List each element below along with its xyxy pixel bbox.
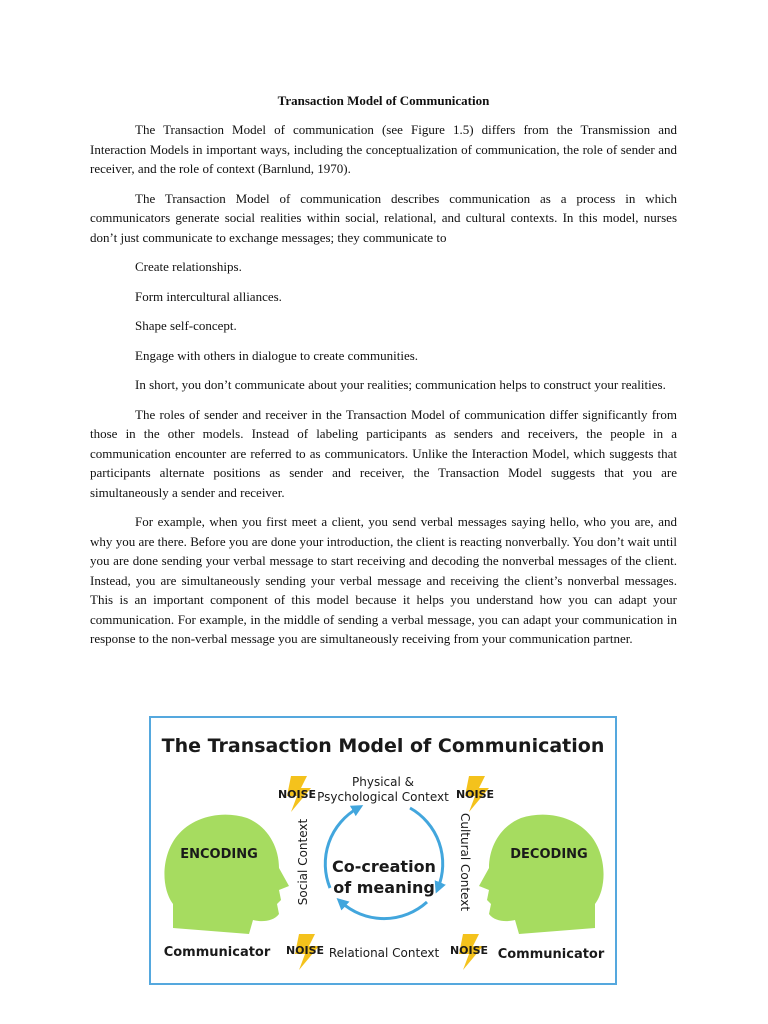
paragraph: The Transaction Model of communication (see Figure 1.5) differs from the Transmission and Interaction Models in important ways, including the conceptualization of communication, the role of sender and receiver, and the role of context (Barnlund, 1970). (90, 122, 677, 176)
figure-diagram (151, 718, 615, 983)
noise-label: NOISE (455, 788, 495, 801)
list-item: Form intercultural alliances. (135, 288, 282, 304)
document-title: Transaction Model of Communication (277, 93, 490, 108)
paragraph: The Transaction Model of communication describes communication as a process in which communicators generate social realities within social, relational, and cultural contexts. In this model, nurses don’t just communicate to exchange messages; they communicate to (90, 190, 677, 245)
transaction-model-figure (149, 716, 617, 985)
decoding-label: DECODING (510, 847, 588, 862)
noise-label: NOISE (449, 944, 489, 957)
center-label-line2: of meaning (333, 878, 435, 897)
encoding-label: ENCODING (180, 847, 258, 862)
relational-context-label: Relational Context (328, 946, 440, 960)
right-head-silhouette (479, 815, 604, 934)
social-context-label: Social Context (296, 818, 310, 906)
list-item: Engage with others in dialogue to create communities. (135, 347, 419, 363)
cultural-context-label: Cultural Context (458, 812, 472, 912)
figure-title: The Transaction Model of Communication (161, 735, 605, 757)
list-item: Shape self-concept. (135, 318, 237, 333)
physical-context-label: Physical & (352, 775, 414, 789)
list-item: Create relationships. (135, 259, 242, 274)
paragraph: The roles of sender and receiver in the Transaction Model of communication differ significantly from those in the other models. Instead of labeling participants as senders and receivers, the people in a communication encounter are referred to as communicators. Unlike the Interaction Model, which suggests that participants alternate positions as sender and receiver, the Transaction Model suggests that you are simultaneously a sender and receiver. (90, 406, 677, 500)
communicator-left-label: Communicator (163, 945, 271, 960)
center-label-line1: Co-creation (332, 857, 436, 876)
document-body (90, 92, 677, 659)
paragraph: For example, when you first meet a client, you send verbal messages saying hello, who you are, and why you are there. Before you are done your introduction, the client is reacting nonverbally. You don’t wait until you are done sending your verbal message to start receiving and decoding the nonverbal messages of the client. Instead, you are simultaneously sending your verbal message and receiving the client’s nonverbal messages. This is an important component of this model because it helps you understand how you can adapt your communication. For example, in the middle of sending a verbal message, you can adapt your communication in response to the non-verbal message you are simultaneously receiving from your communication partner. (90, 514, 677, 646)
left-head-silhouette (164, 815, 289, 934)
communicator-right-label: Communicator (497, 947, 605, 962)
noise-label: NOISE (277, 788, 317, 801)
paragraph: In short, you don’t communicate about your realities; communication helps to construct your realities. (135, 377, 666, 392)
noise-label: NOISE (285, 944, 325, 957)
physical-context-label: Psychological Context (317, 790, 449, 804)
